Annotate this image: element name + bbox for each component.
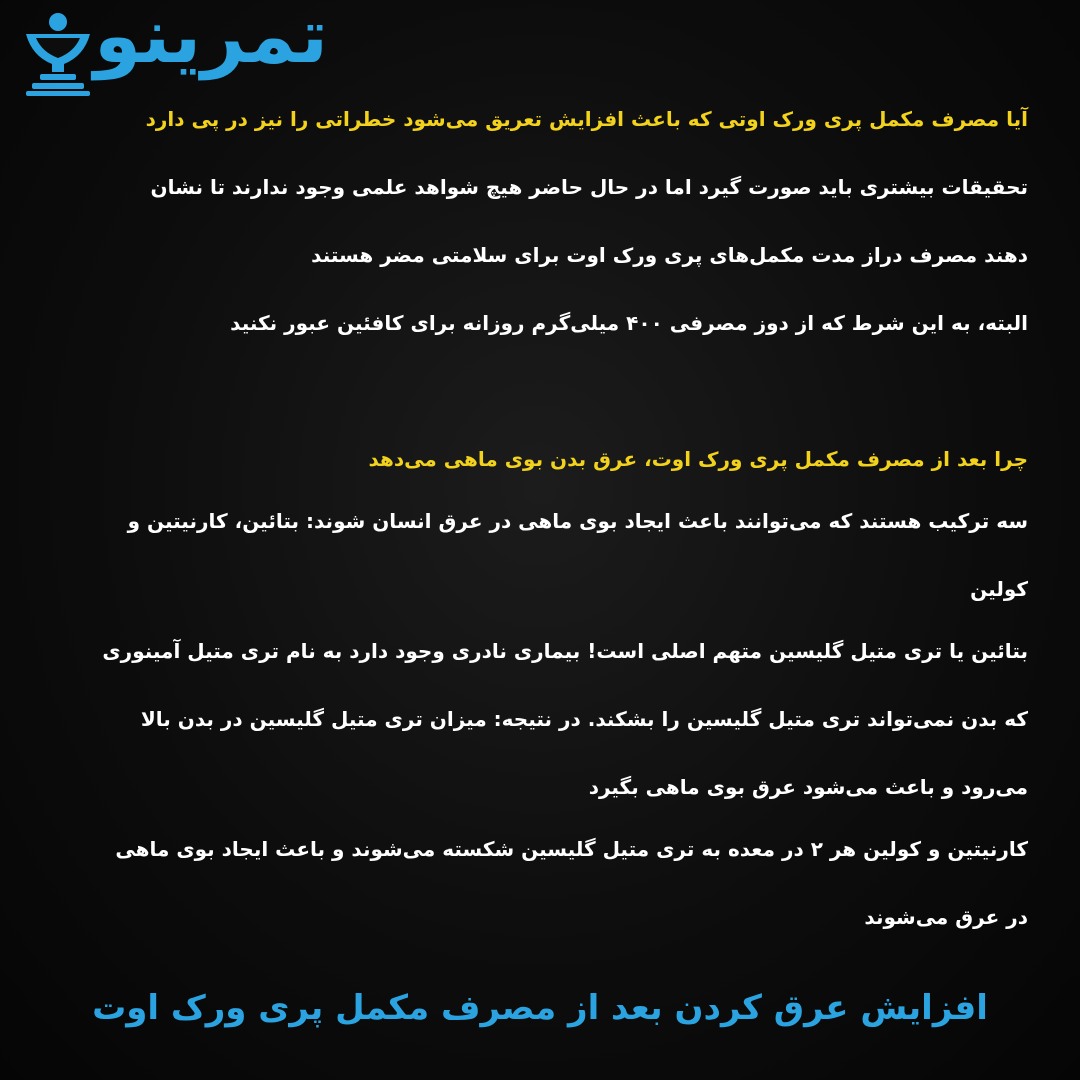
paragraph-line: سه ترکیب هستند که می‌توانند باعث ایجاد بوی ماهی در عرق انسان شوند: بتائین، کارنیتین و [127,509,1028,533]
paragraph-line: می‌رود و باعث می‌شود عرق بوی ماهی بگیرد [588,775,1028,799]
paragraph-line: البته، به این شرط که از دوز مصرفی ۴۰۰ میلی‌گرم روزانه برای کافئین عبور نکنید [230,311,1028,335]
section-2-heading: چرا بعد از مصرف مکمل پری ورک اوت، عرق بدن بوی ماهی می‌دهد [368,447,1028,471]
section-1-heading: آیا مصرف مکمل پری ورک اوتی که باعث افزایش تعریق می‌شود خطراتی را نیز در پی دارد [145,107,1028,131]
paragraph-line: تحقیقات بیشتری باید صورت گیرد اما در حال حاضر هیچ شواهد علمی وجود ندارند تا نشان [150,175,1028,199]
paragraph-line: که بدن نمی‌تواند تری متیل گلیسین را بشکند. در نتیجه: میزان تری متیل گلیسین در بدن بالا [140,707,1028,731]
brand-name: تمرینو [94,0,328,80]
paragraph-line: دهند مصرف دراز مدت مکمل‌های پری ورک اوت برای سلامتی مضر هستند [311,243,1028,267]
brand-logo [14,0,444,98]
section-spacer [43,367,1028,435]
paragraph-line: کارنیتین و کولین هر ۲ در معده به تری متیل گلیسین شکسته می‌شوند و باعث ایجاد بوی ماهی [115,837,1028,861]
trophy-cup-icon [18,12,98,96]
article-body [43,95,1028,961]
paragraph-line: بتائین یا تری متیل گلیسین متهم اصلی است! بیماری نادری وجود دارد به نام تری متیل آمینوری [102,639,1028,663]
paragraph-line: کولین [970,577,1028,601]
footer-title: افزایش عرق کردن بعد از مصرف مکمل پری ورک اوت [92,988,988,1028]
paragraph-line: در عرق می‌شوند [864,905,1028,929]
